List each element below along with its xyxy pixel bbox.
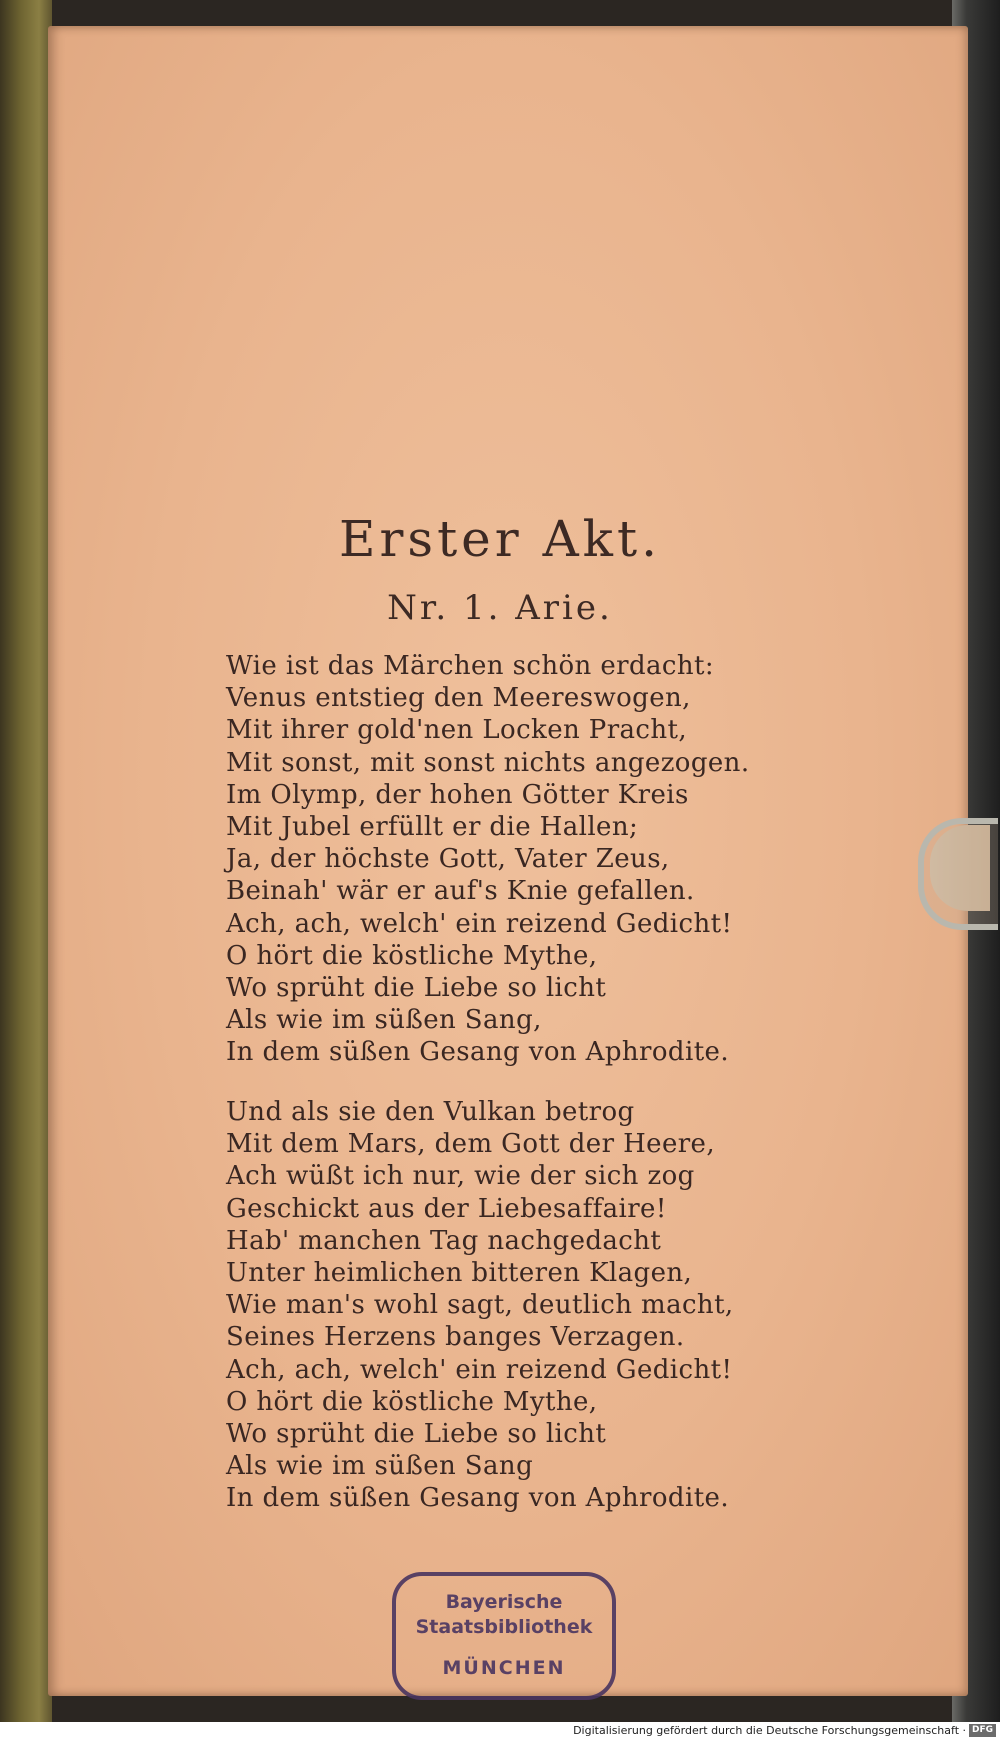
verse-line: Mit Jubel erfüllt er die Hallen; (226, 811, 639, 842)
verse-line: Beinah' wär er auf's Knie gefallen. (226, 876, 695, 907)
verse-line: Mit sonst, mit sonst nichts angezogen. (226, 747, 750, 778)
verse-line: Als wie im süßen Sang (226, 1451, 534, 1482)
verse-line: Ach, ach, welch' ein reizend Gedicht! (226, 1354, 733, 1385)
verse-line: Im Olymp, der hohen Götter Kreis (226, 779, 689, 810)
paper-clip (918, 818, 998, 930)
verse-line: O hört die köstliche Mythe, (226, 940, 598, 971)
footer-credit: Digitalisierung gefördert durch die Deutsche Forschungsgemeinschaft · (573, 1724, 966, 1737)
verse-line: In dem süßen Gesang von Aphrodite. (226, 1483, 729, 1514)
stanza-1 (226, 650, 786, 1068)
verse-line: Und als sie den Vulkan betrog (226, 1097, 635, 1127)
library-stamp (392, 1572, 616, 1700)
verse-line: Als wie im süßen Sang, (226, 1005, 542, 1036)
stamp-line-2: Staatsbibliothek (415, 1616, 593, 1638)
verse-line: In dem süßen Gesang von Aphrodite. (226, 1037, 729, 1068)
verse-line: Ja, der höchste Gott, Vater Zeus, (226, 844, 670, 875)
dfg-logo: DFG (969, 1724, 996, 1737)
verse-line: Venus entstieg den Meereswogen, (226, 683, 691, 714)
stamp-line-1: Bayerische (445, 1591, 563, 1613)
verse-line: Ach wüßt ich nur, wie der sich zog (226, 1161, 695, 1192)
verse-line: Unter heimlichen bitteren Klagen, (226, 1257, 693, 1288)
verse-line: Hab' manchen Tag nachgedacht (226, 1225, 662, 1256)
verse-line: O hört die köstliche Mythe, (226, 1386, 598, 1417)
adjacent-page-edge (0, 0, 52, 1739)
act-title: Erster Akt. (339, 510, 661, 568)
stanza-2 (226, 1096, 786, 1514)
verse-line: Geschickt aus der Liebesaffaire! (226, 1193, 667, 1224)
aria-subtitle: Nr. 1. Arie. (387, 588, 613, 628)
verse-line: Mit ihrer gold'nen Locken Pracht, (226, 715, 688, 746)
verse-line: Mit dem Mars, dem Gott der Heere, (226, 1129, 716, 1160)
digitization-footer (0, 1722, 1000, 1739)
verse-line: Seines Herzens banges Verzagen. (226, 1322, 685, 1353)
verse-line: Wo sprüht die Liebe so licht (226, 1418, 607, 1449)
verse-line: Ach, ach, welch' ein reizend Gedicht! (226, 908, 733, 939)
stamp-line-3: MÜNCHEN (442, 1657, 566, 1679)
verse-line: Wie man's wohl sagt, deutlich macht, (226, 1290, 734, 1321)
verse-line: Wo sprüht die Liebe so licht (226, 972, 607, 1003)
verse-line: Wie ist das Märchen schön erdacht: (226, 651, 714, 681)
